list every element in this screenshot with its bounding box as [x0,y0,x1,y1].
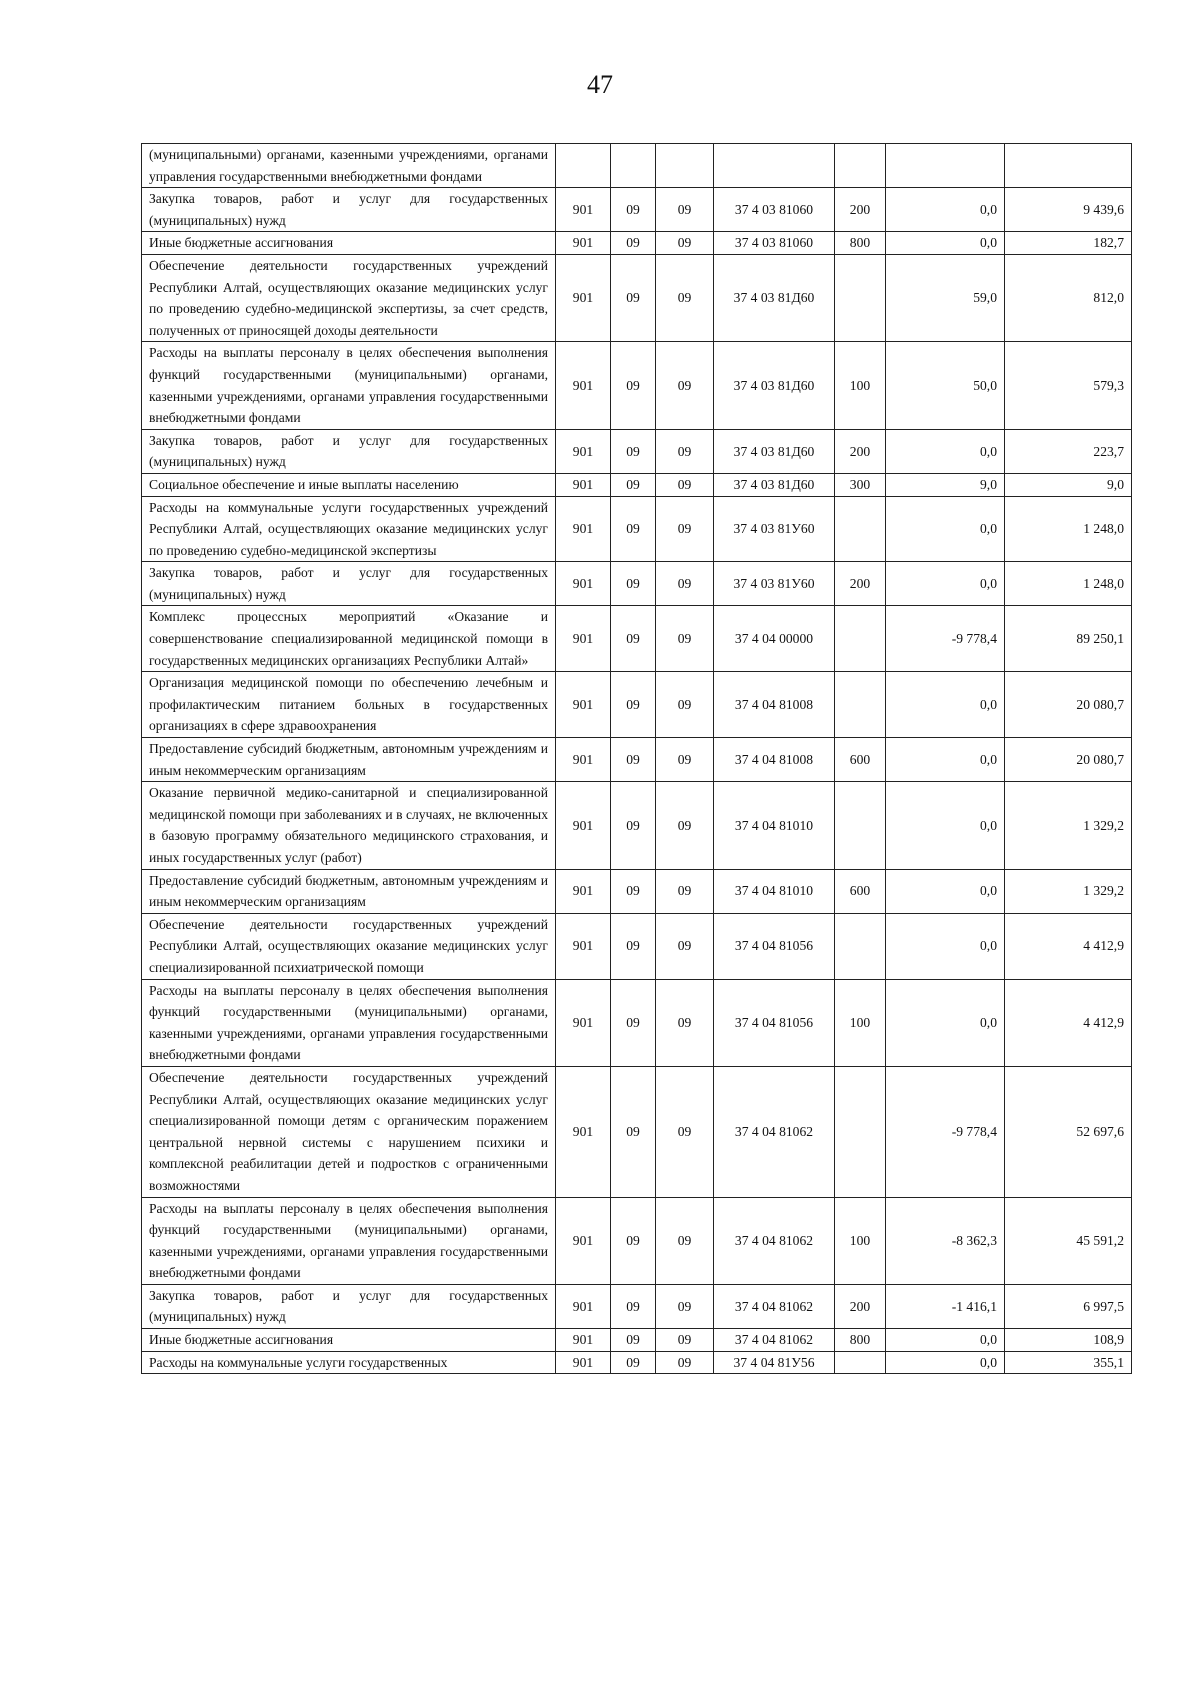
expense-type-cell: 200 [835,1284,886,1328]
description-cell: Организация медицинской помощи по обеспечению лечебным и профилактическим питанием больных в государственных организациях в сфере здравоохранения [142,672,556,738]
section-code-cell: 09 [611,1197,656,1284]
expense-type-cell: 100 [835,979,886,1066]
subsection-code-cell: 09 [656,979,714,1066]
total-amount-cell: 20 080,7 [1005,672,1132,738]
change-amount-cell: -1 416,1 [886,1284,1005,1328]
total-amount-cell: 9,0 [1005,473,1132,496]
subsection-code-cell: 09 [656,188,714,232]
change-amount-cell: -9 778,4 [886,1066,1005,1197]
grbs-code-cell: 901 [556,188,611,232]
subsection-code-cell: 09 [656,1351,714,1374]
change-amount-cell: -8 362,3 [886,1197,1005,1284]
grbs-code-cell: 901 [556,232,611,255]
table-row [142,429,1132,473]
table-body [142,144,1132,1374]
section-code-cell: 09 [611,1284,656,1328]
grbs-code-cell: 901 [556,1351,611,1374]
expense-type-cell [835,913,886,979]
section-code-cell: 09 [611,672,656,738]
table-row [142,1329,1132,1352]
target-article-cell: 37 4 03 81060 [714,188,835,232]
section-code-cell: 09 [611,496,656,562]
total-amount-cell: 9 439,6 [1005,188,1132,232]
subsection-code-cell: 09 [656,738,714,782]
target-article-cell: 37 4 03 81060 [714,232,835,255]
grbs-code-cell: 901 [556,473,611,496]
section-code-cell: 09 [611,562,656,606]
expense-type-cell [835,606,886,672]
table-row [142,562,1132,606]
grbs-code-cell: 901 [556,496,611,562]
target-article-cell: 37 4 04 81056 [714,913,835,979]
change-amount-cell: 0,0 [886,562,1005,606]
subsection-code-cell: 09 [656,473,714,496]
expense-type-cell: 800 [835,1329,886,1352]
section-code-cell: 09 [611,342,656,429]
expense-type-cell: 800 [835,232,886,255]
change-amount-cell: 0,0 [886,979,1005,1066]
grbs-code-cell: 901 [556,1329,611,1352]
total-amount-cell: 1 329,2 [1005,869,1132,913]
change-amount-cell: 0,0 [886,1329,1005,1352]
subsection-code-cell: 09 [656,496,714,562]
target-article-cell: 37 4 04 81056 [714,979,835,1066]
grbs-code-cell: 901 [556,562,611,606]
table-row [142,979,1132,1066]
total-amount-cell: 812,0 [1005,254,1132,341]
change-amount-cell: 0,0 [886,188,1005,232]
table-row [142,1284,1132,1328]
section-code-cell: 09 [611,913,656,979]
expense-type-cell: 600 [835,738,886,782]
expense-type-cell [835,1351,886,1374]
grbs-code-cell: 901 [556,1284,611,1328]
description-cell: Закупка товаров, работ и услуг для государственных (муниципальных) нужд [142,1284,556,1328]
change-amount-cell [886,144,1005,188]
section-code-cell: 09 [611,188,656,232]
change-amount-cell: 9,0 [886,473,1005,496]
grbs-code-cell: 901 [556,1066,611,1197]
subsection-code-cell: 09 [656,1284,714,1328]
total-amount-cell: 52 697,6 [1005,1066,1132,1197]
target-article-cell: 37 4 03 81Д60 [714,429,835,473]
total-amount-cell [1005,144,1132,188]
total-amount-cell: 355,1 [1005,1351,1132,1374]
total-amount-cell: 182,7 [1005,232,1132,255]
grbs-code-cell: 901 [556,913,611,979]
target-article-cell: 37 4 03 81Д60 [714,473,835,496]
total-amount-cell: 579,3 [1005,342,1132,429]
expense-type-cell: 100 [835,342,886,429]
grbs-code-cell: 901 [556,1197,611,1284]
grbs-code-cell: 901 [556,606,611,672]
target-article-cell [714,144,835,188]
total-amount-cell: 6 997,5 [1005,1284,1132,1328]
total-amount-cell: 1 248,0 [1005,496,1132,562]
total-amount-cell: 108,9 [1005,1329,1132,1352]
table-row [142,254,1132,341]
total-amount-cell: 1 248,0 [1005,562,1132,606]
table-row [142,496,1132,562]
description-cell: Предоставление субсидий бюджетным, автономным учреждениям и иным некоммерческим организациям [142,738,556,782]
change-amount-cell: 0,0 [886,869,1005,913]
expense-type-cell [835,254,886,341]
table-row [142,869,1132,913]
target-article-cell: 37 4 04 81010 [714,782,835,869]
section-code-cell: 09 [611,1066,656,1197]
subsection-code-cell: 09 [656,1329,714,1352]
expense-type-cell: 200 [835,188,886,232]
table-row [142,188,1132,232]
description-cell: (муниципальными) органами, казенными учреждениями, органами управления государственными внебюджетными фондами [142,144,556,188]
target-article-cell: 37 4 03 81У60 [714,562,835,606]
total-amount-cell: 89 250,1 [1005,606,1132,672]
total-amount-cell: 4 412,9 [1005,913,1132,979]
table-row [142,606,1132,672]
subsection-code-cell: 09 [656,1066,714,1197]
subsection-code-cell: 09 [656,562,714,606]
table-row [142,672,1132,738]
grbs-code-cell: 901 [556,672,611,738]
target-article-cell: 37 4 04 81008 [714,738,835,782]
section-code-cell [611,144,656,188]
table-row [142,1066,1132,1197]
subsection-code-cell: 09 [656,232,714,255]
description-cell: Закупка товаров, работ и услуг для государственных (муниципальных) нужд [142,562,556,606]
grbs-code-cell: 901 [556,254,611,341]
grbs-code-cell [556,144,611,188]
section-code-cell: 09 [611,232,656,255]
description-cell: Расходы на выплаты персоналу в целях обеспечения выполнения функций государственными (муниципальными) органами, казенными учреждениями, органами управления государственными внебюджетными фондами [142,979,556,1066]
target-article-cell: 37 4 04 81062 [714,1197,835,1284]
subsection-code-cell: 09 [656,429,714,473]
expense-type-cell [835,1066,886,1197]
change-amount-cell: 0,0 [886,738,1005,782]
grbs-code-cell: 901 [556,429,611,473]
expense-type-cell [835,672,886,738]
description-cell: Расходы на коммунальные услуги государственных [142,1351,556,1374]
target-article-cell: 37 4 04 81062 [714,1066,835,1197]
table-row [142,738,1132,782]
section-code-cell: 09 [611,606,656,672]
section-code-cell: 09 [611,738,656,782]
total-amount-cell: 45 591,2 [1005,1197,1132,1284]
description-cell: Обеспечение деятельности государственных учреждений Республики Алтай, осуществляющих оказание медицинских услуг специализированной психиатрической помощи [142,913,556,979]
section-code-cell: 09 [611,473,656,496]
grbs-code-cell: 901 [556,782,611,869]
expense-type-cell: 100 [835,1197,886,1284]
grbs-code-cell: 901 [556,738,611,782]
total-amount-cell: 1 329,2 [1005,782,1132,869]
subsection-code-cell: 09 [656,913,714,979]
expense-type-cell [835,782,886,869]
section-code-cell: 09 [611,254,656,341]
subsection-code-cell [656,144,714,188]
section-code-cell: 09 [611,869,656,913]
section-code-cell: 09 [611,979,656,1066]
subsection-code-cell: 09 [656,342,714,429]
change-amount-cell: -9 778,4 [886,606,1005,672]
change-amount-cell: 0,0 [886,232,1005,255]
description-cell: Расходы на коммунальные услуги государственных учреждений Республики Алтай, осуществляющих оказание медицинских услуг по проведению судебно-медицинской экспертизы [142,496,556,562]
description-cell: Расходы на выплаты персоналу в целях обеспечения выполнения функций государственными (муниципальными) органами, казенными учреждениями, органами управления государственными внебюджетными фондами [142,1197,556,1284]
expense-type-cell: 300 [835,473,886,496]
total-amount-cell: 4 412,9 [1005,979,1132,1066]
budget-table [141,143,1132,1374]
target-article-cell: 37 4 04 81010 [714,869,835,913]
total-amount-cell: 20 080,7 [1005,738,1132,782]
table-row [142,1197,1132,1284]
description-cell: Комплекс процессных мероприятий «Оказание и совершенствование специализированной медицинской помощи в государственных медицинских организациях Республики Алтай» [142,606,556,672]
description-cell: Предоставление субсидий бюджетным, автономным учреждениям и иным некоммерческим организациям [142,869,556,913]
subsection-code-cell: 09 [656,782,714,869]
target-article-cell: 37 4 04 81008 [714,672,835,738]
description-cell: Социальное обеспечение и иные выплаты населению [142,473,556,496]
table-row [142,144,1132,188]
section-code-cell: 09 [611,782,656,869]
target-article-cell: 37 4 04 00000 [714,606,835,672]
section-code-cell: 09 [611,429,656,473]
grbs-code-cell: 901 [556,342,611,429]
page-number: 47 [587,70,613,99]
target-article-cell: 37 4 03 81Д60 [714,342,835,429]
expense-type-cell: 600 [835,869,886,913]
expense-type-cell: 200 [835,429,886,473]
target-article-cell: 37 4 04 81У56 [714,1351,835,1374]
description-cell: Обеспечение деятельности государственных учреждений Республики Алтай, осуществляющих оказание медицинских услуг специализированной помощи детям с органическим поражением центральной нервной системы с нарушением психики и комплексной реабилитации детей и подростков с ограниченными возможностями [142,1066,556,1197]
table-row [142,1351,1132,1374]
description-cell: Иные бюджетные ассигнования [142,1329,556,1352]
subsection-code-cell: 09 [656,869,714,913]
subsection-code-cell: 09 [656,1197,714,1284]
table-row [142,232,1132,255]
description-cell: Обеспечение деятельности государственных учреждений Республики Алтай, осуществляющих оказание медицинских услуг по проведению судебно-медицинской экспертизы, за счет средств, полученных от приносящей доходы деятельности [142,254,556,341]
description-cell: Иные бюджетные ассигнования [142,232,556,255]
subsection-code-cell: 09 [656,672,714,738]
target-article-cell: 37 4 04 81062 [714,1284,835,1328]
change-amount-cell: 0,0 [886,429,1005,473]
target-article-cell: 37 4 03 81У60 [714,496,835,562]
description-cell: Закупка товаров, работ и услуг для государственных (муниципальных) нужд [142,429,556,473]
grbs-code-cell: 901 [556,979,611,1066]
section-code-cell: 09 [611,1329,656,1352]
description-cell: Оказание первичной медико-санитарной и специализированной медицинской помощи при заболеваниях и в случаях, не включенных в базовую программу обязательного медицинского страхования, и иных государственных услуг (работ) [142,782,556,869]
change-amount-cell: 0,0 [886,782,1005,869]
section-code-cell: 09 [611,1351,656,1374]
subsection-code-cell: 09 [656,606,714,672]
change-amount-cell: 50,0 [886,342,1005,429]
change-amount-cell: 0,0 [886,913,1005,979]
total-amount-cell: 223,7 [1005,429,1132,473]
change-amount-cell: 59,0 [886,254,1005,341]
expense-type-cell [835,496,886,562]
table-row [142,342,1132,429]
change-amount-cell: 0,0 [886,1351,1005,1374]
table-row [142,782,1132,869]
change-amount-cell: 0,0 [886,672,1005,738]
target-article-cell: 37 4 04 81062 [714,1329,835,1352]
table-row [142,473,1132,496]
expense-type-cell: 200 [835,562,886,606]
description-cell: Закупка товаров, работ и услуг для государственных (муниципальных) нужд [142,188,556,232]
change-amount-cell: 0,0 [886,496,1005,562]
subsection-code-cell: 09 [656,254,714,341]
description-cell: Расходы на выплаты персоналу в целях обеспечения выполнения функций государственными (муниципальными) органами, казенными учреждениями, органами управления государственными внебюджетными фондами [142,342,556,429]
target-article-cell: 37 4 03 81Д60 [714,254,835,341]
grbs-code-cell: 901 [556,869,611,913]
table-row [142,913,1132,979]
expense-type-cell [835,144,886,188]
